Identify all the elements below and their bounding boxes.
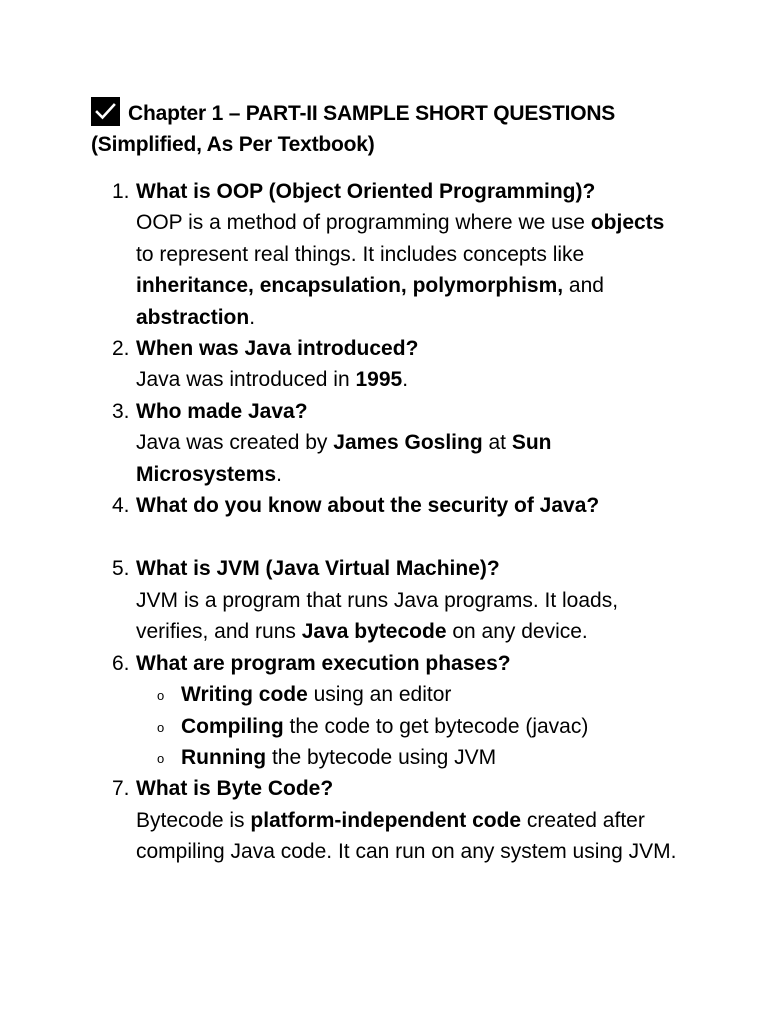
- bold-text-run: inheritance, encapsulation, polymorphism,: [136, 274, 564, 298]
- text-run: on any device.: [446, 620, 588, 644]
- question-item: [0, 333, 684, 396]
- phase-item: [136, 742, 684, 773]
- answer-text: [136, 585, 684, 648]
- text-run: .: [249, 305, 256, 329]
- circle-bullet-icon: o: [157, 719, 165, 735]
- question-number: 4.: [112, 494, 130, 518]
- bold-text-run: objects: [590, 211, 665, 235]
- text-run: to represent real things. It includes concepts like: [136, 242, 585, 266]
- bold-text-run: Compiling: [181, 714, 284, 738]
- circle-bullet-icon: o: [157, 750, 165, 766]
- question-text: What is OOP (Object Oriented Programming)?: [136, 180, 596, 203]
- question-item: [0, 396, 684, 490]
- answer-text: [136, 805, 684, 868]
- bold-text-run: Sun Microsystems: [136, 431, 552, 486]
- bold-text-run: 1995: [355, 368, 403, 392]
- bold-text-run: James Gosling: [333, 431, 483, 455]
- bold-text-run: abstraction: [136, 305, 250, 329]
- text-run: created after compiling Java code. It can run on any system using JVM.: [136, 808, 677, 864]
- question-item: [0, 176, 684, 333]
- question-number: 2.: [112, 337, 130, 361]
- question-text: What is JVM (Java Virtual Machine)?: [136, 557, 500, 581]
- phase-list: [136, 679, 684, 773]
- question-number: 6.: [112, 651, 130, 675]
- question-list: [0, 176, 768, 868]
- text-run: .: [402, 368, 409, 392]
- text-run: Bytecode is: [136, 808, 251, 832]
- phase-item: [136, 679, 684, 710]
- question-text: What do you know about the security of Java?: [136, 494, 600, 518]
- question-text: Who made Java?: [136, 399, 308, 423]
- text-run: JVM is a program that runs Java programs. It loads, verifies, and runs: [136, 588, 619, 644]
- question-text: What are program execution phases?: [136, 651, 511, 675]
- title-line-2: (Simplified, As Per Textbook): [91, 133, 375, 156]
- blank-answer-space: [136, 521, 684, 553]
- answer-text: [136, 427, 684, 490]
- title-line-1: Chapter 1 – PART-II SAMPLE SHORT QUESTIONS: [128, 102, 616, 125]
- text-run: .: [276, 462, 282, 486]
- text-run: and: [563, 274, 604, 298]
- circle-bullet-icon: o: [157, 688, 165, 704]
- question-number: 3.: [112, 399, 130, 423]
- bold-text-run: Writing code: [181, 683, 308, 707]
- question-item: [0, 773, 684, 867]
- answer-text: [136, 364, 684, 395]
- question-number: 5.: [112, 557, 130, 581]
- text-run: Java was introduced in: [136, 368, 356, 392]
- check-box-icon: [91, 97, 120, 126]
- question-item: [0, 553, 684, 647]
- phase-item: [136, 711, 684, 742]
- page-title: [91, 97, 691, 160]
- text-run: the code to get bytecode (javac): [283, 714, 589, 738]
- text-run: the bytecode using JVM: [266, 745, 497, 769]
- question-item: [0, 490, 684, 553]
- answer-text: [136, 207, 684, 333]
- text-run: using an editor: [307, 683, 452, 707]
- question-text: When was Java introduced?: [136, 337, 419, 361]
- text-run: OOP is a method of programming where we use: [136, 211, 591, 235]
- text-run: Java was created by: [136, 431, 334, 455]
- text-run: at: [482, 431, 512, 455]
- bold-text-run: Running: [181, 745, 267, 769]
- question-item: [0, 648, 684, 774]
- bold-text-run: Java bytecode: [301, 620, 447, 644]
- question-text: What is Byte Code?: [136, 777, 334, 801]
- question-number: 7.: [112, 777, 130, 801]
- question-number: 1.: [112, 180, 130, 203]
- bold-text-run: platform-independent code: [250, 808, 522, 832]
